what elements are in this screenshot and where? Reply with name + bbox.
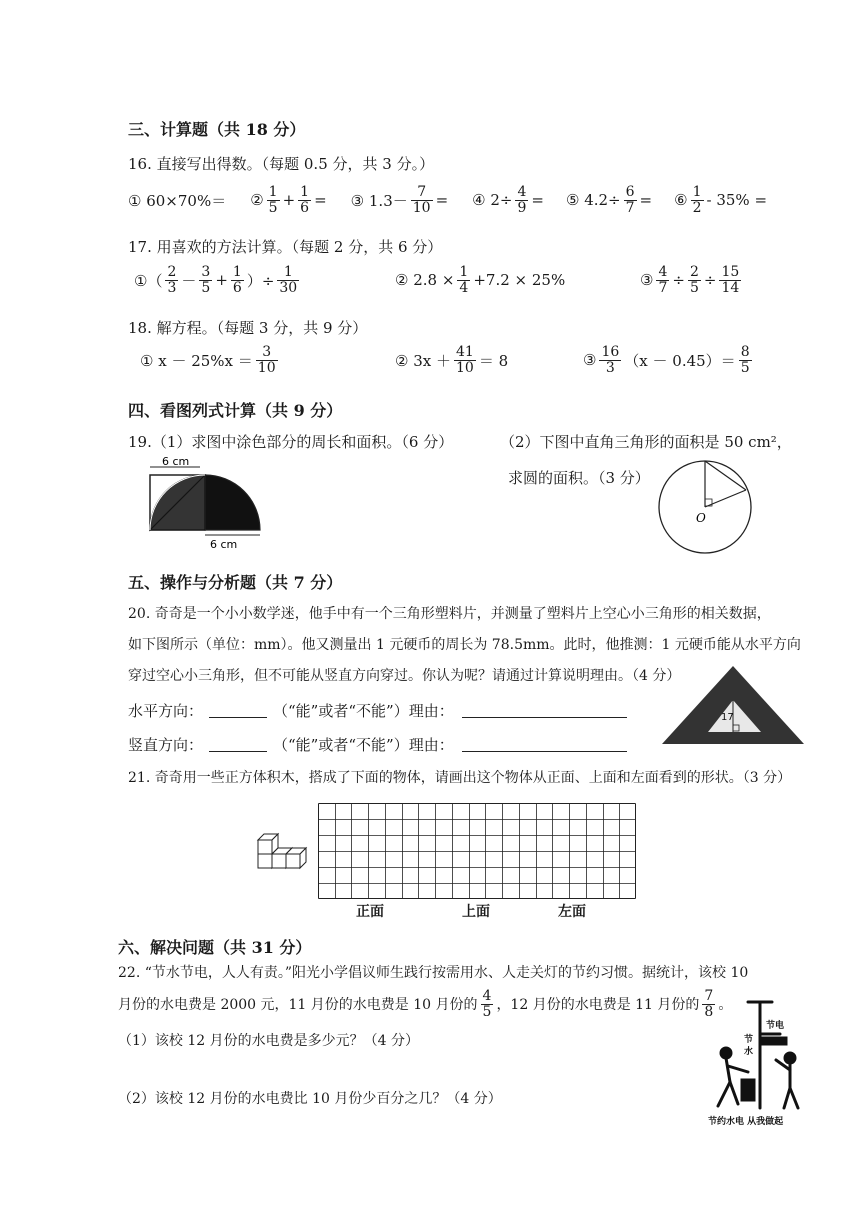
q17-b-prefix: ② 2.8 × bbox=[395, 271, 455, 289]
q17-b bbox=[395, 258, 565, 302]
save-water-poster-illustration bbox=[704, 998, 816, 1128]
q17-a-mid: ）÷ bbox=[246, 271, 275, 290]
q17-stem: 17. 用喜欢的方法计算。（每题 2 分，共 6 分） bbox=[128, 238, 443, 256]
horizontal-answer-blank[interactable] bbox=[209, 703, 267, 718]
vertical-label: 竖直方向： bbox=[128, 736, 204, 754]
q16-p6-rest: - 35% = bbox=[706, 191, 768, 209]
q19-part2-line1: （2）下图中直角三角形的面积是 50 cm²， bbox=[500, 433, 792, 451]
q16-p4-eq: = bbox=[531, 191, 544, 209]
triangle-label: 17 bbox=[721, 712, 734, 723]
fig2-center-label: O bbox=[696, 511, 706, 525]
q17-a-op2: + bbox=[215, 271, 228, 289]
poster-caption: 节约水电 从我做起 bbox=[708, 1117, 784, 1127]
q16-p3-frac: $\frac{7}{10}$ bbox=[412, 183, 431, 216]
q19-figure-2 bbox=[650, 452, 760, 562]
q20-line2: 如下图所示（单位：mm）。他又测量出 1 元硬币的周长为 78.5mm。此时，他推测：1 元硬币能从水平方向 bbox=[128, 637, 801, 653]
q20-triangle-figure bbox=[658, 662, 808, 748]
q16-p2-op: + bbox=[282, 191, 296, 209]
q16-p2-prefix: ② bbox=[250, 191, 264, 209]
q20-horizontal-row bbox=[128, 700, 627, 721]
q16-p3-eq: = bbox=[435, 191, 449, 209]
q20-vertical-row bbox=[128, 734, 627, 755]
q16-p2-frac2: $\frac{1}{6}$ bbox=[300, 183, 310, 216]
q16-stem: 16. 直接写出得数。（每题 0.5 分，共 3 分。） bbox=[128, 155, 435, 173]
q21-drawing-grid[interactable] bbox=[318, 803, 636, 899]
q18-stem: 18. 解方程。（每题 3 分，共 9 分） bbox=[128, 319, 368, 337]
q18-a-frac: $\frac{3}{10}$ bbox=[257, 343, 276, 376]
q16-p6-prefix: ⑥ bbox=[674, 191, 688, 209]
section-6-title: 六、解决问题（共 31 分） bbox=[118, 938, 312, 957]
q17-a-frac3: $\frac{1}{6}$ bbox=[232, 263, 242, 296]
view-left-label: 左面 bbox=[558, 904, 586, 920]
q17-a-prefix: ①（ bbox=[134, 271, 163, 290]
q18-a-prefix: ① x － 25%x ＝ bbox=[140, 351, 253, 370]
svg-text:节: 节 bbox=[744, 1035, 754, 1045]
q17-c-op1: ÷ bbox=[672, 271, 685, 289]
vertical-hint: （“能”或者“不能”）理由： bbox=[273, 736, 454, 754]
svg-text:水: 水 bbox=[744, 1047, 754, 1057]
q16-p4-prefix: ④ 2÷ bbox=[472, 191, 513, 209]
q17-a-frac1: $\frac{2}{3}$ bbox=[167, 263, 177, 296]
q17-b-frac: $\frac{1}{4}$ bbox=[459, 263, 469, 296]
q17-a-frac4: $\frac{1}{30}$ bbox=[279, 263, 298, 296]
q17-c bbox=[640, 258, 744, 302]
q17-c-frac3: $\frac{15}{14}$ bbox=[721, 263, 740, 296]
vertical-reason-blank[interactable] bbox=[462, 737, 627, 752]
q17-c-frac2: $\frac{2}{5}$ bbox=[689, 263, 699, 296]
vertical-answer-blank[interactable] bbox=[209, 737, 267, 752]
q22-line1: 22. “节水节电，人人有责。”阳光小学倡议师生践行按需用水、人走关灯的节约习惯。据统计，该校 10 bbox=[118, 965, 749, 981]
q22-line2a: 月份的水电费是 2000 元，11 月份的水电费是 10 月份的 bbox=[118, 997, 478, 1013]
section-3-title: 三、计算题（共 18 分） bbox=[128, 120, 306, 139]
q16-p2-frac1: $\frac{1}{5}$ bbox=[268, 183, 278, 216]
q18-c-mid: （x － 0.45）＝ bbox=[624, 351, 736, 370]
q17-a-frac2: $\frac{3}{5}$ bbox=[201, 263, 211, 296]
q22-frac2: $\frac{7}{8}$ bbox=[704, 987, 714, 1020]
q17-c-prefix: ③ bbox=[640, 271, 654, 289]
q16-p3-prefix: ③ 1.3－ bbox=[350, 191, 408, 210]
section-5-title: 五、操作与分析题（共 7 分） bbox=[128, 573, 343, 592]
horizontal-reason-blank[interactable] bbox=[462, 703, 627, 718]
q17-c-frac1: $\frac{4}{7}$ bbox=[658, 263, 668, 296]
q16-p5-eq: = bbox=[639, 191, 653, 209]
q17-a-op1: － bbox=[181, 271, 197, 290]
view-front-label: 正面 bbox=[356, 904, 384, 920]
q20-line1: 20. 奇奇是一个小小数学迷，他手中有一个三角形塑料片，并测量了塑料片上空心小三角形的相关数据， bbox=[128, 606, 771, 622]
q18-a bbox=[140, 338, 281, 382]
q21-stem: 21. 奇奇用一些正方体积木，搭成了下面的物体，请画出这个物体从正面、上面和左面看到的形状。（3 分） bbox=[128, 770, 792, 786]
q22-line2 bbox=[118, 982, 732, 1026]
horizontal-label: 水平方向： bbox=[128, 702, 204, 720]
q16-p5-frac: $\frac{6}{7}$ bbox=[625, 183, 635, 216]
q21-cube-object bbox=[254, 830, 314, 874]
horizontal-hint: （“能”或者“不能”）理由： bbox=[273, 702, 454, 720]
q16-p1: ① 60×70%＝ bbox=[128, 191, 227, 210]
q18-b-frac: $\frac{41}{10}$ bbox=[456, 343, 474, 376]
q18-c bbox=[583, 338, 755, 382]
q16-problems bbox=[128, 180, 767, 220]
q16-p4-frac: $\frac{4}{9}$ bbox=[517, 183, 527, 216]
q16-p5-prefix: ⑤ 4.2÷ bbox=[565, 191, 621, 209]
q18-b-prefix: ② 3x ＋ bbox=[395, 351, 451, 370]
q18-c-prefix: ③ bbox=[583, 351, 597, 369]
fig1-top-label: 6 cm bbox=[162, 455, 190, 468]
fig1-bottom-label: 6 cm bbox=[210, 538, 238, 551]
q22-frac1: $\frac{4}{5}$ bbox=[482, 987, 492, 1020]
q18-b-rest: ＝ 8 bbox=[478, 351, 509, 370]
svg-text:节电: 节电 bbox=[766, 1021, 785, 1031]
q18-c-frac2: $\frac{8}{5}$ bbox=[740, 343, 750, 376]
q19-part2-line2: 求圆的面积。（3 分） bbox=[508, 469, 650, 487]
q16-p2-eq: = bbox=[314, 191, 327, 209]
q20-line3: 穿过空心小三角形，但不可能从竖直方向穿过。你认为呢？请通过计算说明理由。（4 分） bbox=[128, 668, 681, 684]
q19-figure-1 bbox=[140, 455, 270, 555]
q17-b-rest: +7.2 × 25% bbox=[473, 271, 566, 289]
q22-sub2: （2）该校 12 月份的水电费比 10 月份少百分之几？（4 分） bbox=[118, 1091, 502, 1107]
q22-line2b: ，12 月份的水电费是 11 月份的 bbox=[496, 997, 700, 1013]
q19-part1: 19.（1）求图中涂色部分的周长和面积。（6 分） bbox=[128, 433, 454, 451]
q22-end: 。 bbox=[718, 997, 733, 1013]
q18-c-frac1: $\frac{16}{3}$ bbox=[601, 343, 620, 376]
q16-p6-frac: $\frac{1}{2}$ bbox=[692, 183, 702, 216]
q22-sub1: （1）该校 12 月份的水电费是多少元？（4 分） bbox=[118, 1033, 419, 1049]
view-top-label: 上面 bbox=[462, 904, 490, 920]
q18-b bbox=[395, 338, 508, 382]
q17-c-op2: ÷ bbox=[703, 271, 717, 289]
q17-a bbox=[134, 258, 302, 302]
section-4-title: 四、看图列式计算（共 9 分） bbox=[128, 401, 343, 420]
